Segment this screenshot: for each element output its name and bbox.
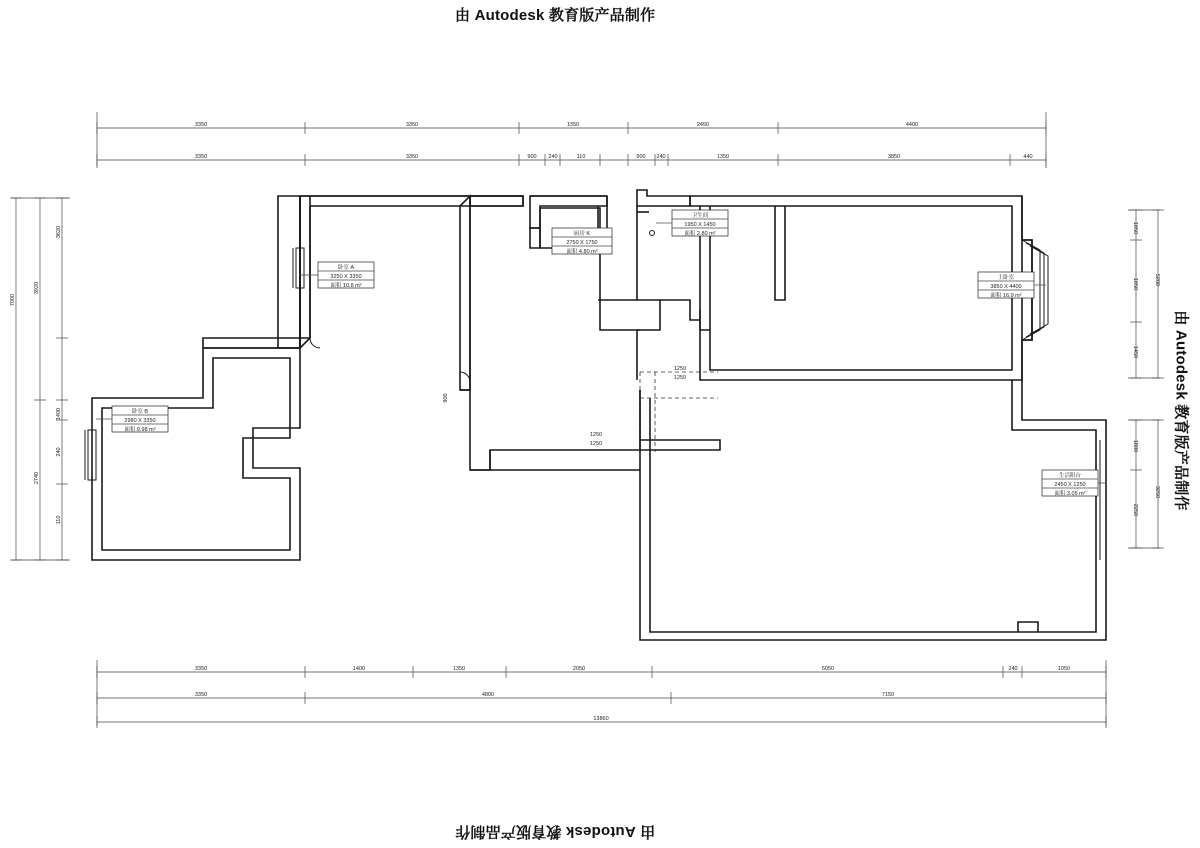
- dim-top2-6: 900: [636, 154, 646, 160]
- door-label-1-line1: 1250: [673, 366, 687, 372]
- plan-walls: [85, 190, 1106, 640]
- dim-left2-1: 3920: [34, 281, 40, 295]
- tag-kitchen-line2: 2750 X 1750: [566, 240, 598, 246]
- watermark-top: 由 Autodesk 教育版产品制作: [455, 7, 656, 24]
- tag-bath-1-line1: 卫生间: [691, 213, 709, 219]
- dim-bot1-2: 1400: [352, 666, 366, 672]
- dimension-chain-top: [97, 112, 1046, 168]
- window-balcony-right: [1100, 440, 1106, 560]
- dim-bot2-1: 3350: [194, 692, 208, 698]
- tag-bedroom-2: [96, 406, 168, 433]
- dim-top2-9: 3850: [887, 154, 901, 160]
- window-living-left: [85, 430, 96, 480]
- tag-bedroom-2-line1: 卧室 B: [131, 409, 149, 415]
- dim-top1-1: 3350: [194, 122, 208, 128]
- tag-bath-1-line2: 1950 X 1450: [684, 222, 716, 228]
- tag-bedroom-1-line2: 3250 X 3350: [330, 274, 362, 280]
- tag-kitchen-line1: 厨房 K: [573, 231, 591, 237]
- dim-left-total: 7000: [10, 293, 16, 307]
- note-900: 900: [443, 393, 449, 403]
- dim-top2-4: 240: [548, 154, 558, 160]
- dim-right2-1: 5200: [1154, 273, 1160, 287]
- dim-top2-7: 240: [656, 154, 666, 160]
- dim-bot1-4: 2050: [572, 666, 586, 672]
- tag-bedroom-3: [978, 272, 1046, 299]
- dim-top1-3: 1350: [566, 122, 580, 128]
- dim-right-total: 3250: [1154, 485, 1160, 499]
- tag-bath-1: [656, 210, 728, 237]
- dim-right1-3: 1450: [1132, 345, 1138, 359]
- tag-balcony: [1042, 470, 1106, 497]
- dim-bot1-3: 1350: [452, 666, 466, 672]
- tag-bedroom-1-line1: 卧室 A: [337, 265, 355, 271]
- room-tag-group: [96, 210, 1106, 497]
- dim-bot2-3: 7150: [881, 692, 895, 698]
- door-label-1-line2: 1250: [673, 375, 687, 381]
- dim-top2-8: 1350: [716, 154, 730, 160]
- window-bedroom-a: [293, 248, 304, 288]
- dim-left1-4: 110: [56, 515, 62, 525]
- door-label-2-line2: 1250: [589, 441, 603, 447]
- dim-left1-1: 3620: [56, 225, 62, 239]
- tag-bath-1-line3: 面积 2.80 m²: [684, 231, 716, 237]
- tag-bedroom-2-line2: 2980 X 3350: [124, 418, 156, 424]
- dim-right2-3: 2250: [1132, 503, 1138, 517]
- tag-bedroom-2-line3: 面积 9.98 m²: [124, 427, 156, 433]
- dim-bot1-1: 3350: [194, 666, 208, 672]
- dimension-chain-bottom: [97, 660, 1106, 728]
- dim-right1-2: 1850: [1132, 277, 1138, 291]
- tag-bedroom-1: [300, 262, 374, 289]
- dim-bot2-2: 4800: [481, 692, 495, 698]
- dim-right2-2: 1800: [1132, 439, 1138, 453]
- dim-top1-4: 2450: [696, 122, 710, 128]
- dim-top2-10: 440: [1023, 154, 1033, 160]
- dimension-chain-right: [1128, 210, 1164, 548]
- dim-top1-2: 3350: [405, 122, 419, 128]
- dim-bot1-5: 5050: [821, 666, 835, 672]
- dim-top1-5: 4400: [905, 122, 919, 128]
- tag-balcony-line2: 2450 X 1250: [1054, 482, 1086, 488]
- dim-left1-2: 1400: [56, 407, 62, 421]
- dim-left1-3: 240: [56, 447, 62, 457]
- tag-kitchen-line3: 面积 4.80 m²: [566, 249, 598, 255]
- tag-bedroom-1-line3: 面积 10.8 m²: [330, 283, 362, 289]
- watermark-right: 由 Autodesk 教育版产品制作: [1172, 310, 1190, 511]
- tag-bedroom-3-line1: 主卧室: [997, 275, 1015, 281]
- dim-top2-5: 110: [576, 154, 586, 160]
- door-label-2: [590, 432, 602, 447]
- tag-bedroom-3-line3: 面积 16.9 m²: [990, 293, 1022, 299]
- tag-balcony-line1: 生活阳台: [1058, 473, 1082, 479]
- tag-kitchen: [552, 228, 612, 255]
- dim-left2-2: 2740: [34, 471, 40, 485]
- dim-top2-3: 900: [527, 154, 537, 160]
- door-label-2-line1: 1250: [589, 432, 603, 438]
- tag-balcony-line3: 面积 3.05 m²: [1054, 491, 1086, 497]
- dim-top2-1: 3350: [194, 154, 208, 160]
- door-label-1: [674, 366, 686, 381]
- dim-right1-1: 1850: [1132, 221, 1138, 235]
- dim-bot1-6: 240: [1008, 666, 1018, 672]
- watermark-bottom: 由 Autodesk 教育版产品制作: [455, 823, 656, 840]
- dim-top2-2: 3350: [405, 154, 419, 160]
- tag-bedroom-3-line2: 3850 X 4400: [990, 284, 1022, 290]
- dim-bot1-7: 1050: [1057, 666, 1071, 672]
- dim-bot-total: 13860: [593, 716, 609, 722]
- dimension-chain-left: [10, 198, 70, 560]
